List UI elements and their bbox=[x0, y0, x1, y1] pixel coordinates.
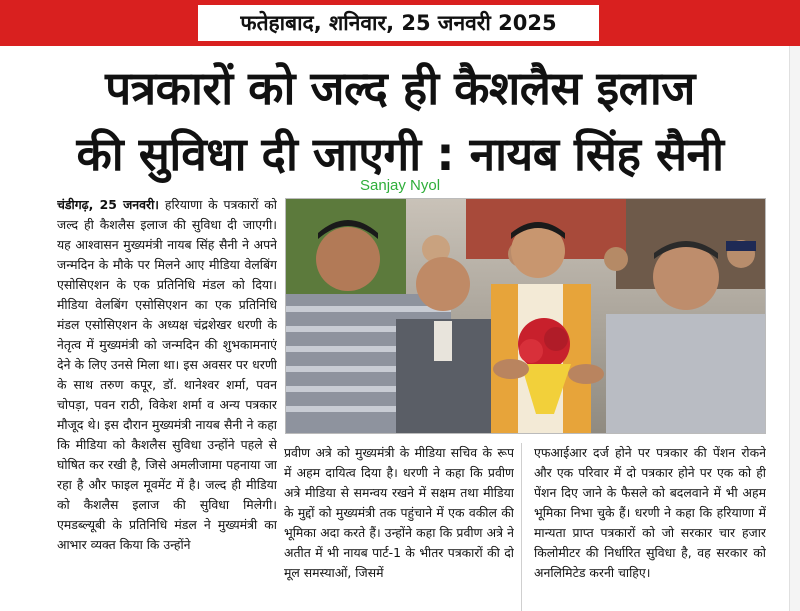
article-column-1 bbox=[57, 195, 277, 611]
page-edge bbox=[789, 46, 800, 611]
article-dateline: चंडीगढ़, 25 जनवरी। bbox=[57, 197, 160, 212]
headline-line-2: की सुविधा दी जाएगी : नायब सिंह सैनी bbox=[76, 127, 724, 181]
news-photo-illustration bbox=[286, 199, 766, 434]
article-column-1-text: हरियाणा के पत्रकारों को जल्द ही कैशलैस इलाज की सुविधा दी जाएगी। यह आश्वासन मुख्यमंत्री नायब सिंह सैनी ने अपने जन्मदिन के मौके पर मिलने आए मीडिया वेलबिंग एसोसिएशन के एक प्रतिनिधि मंडल को दिया। मीडिया वेलबिंग एसोसिएशन का एक प्रतिनिधि मंडल एसोसिएशन के अध्यक्ष चंद्रशेखर धरणी के नेतृत्व में मुख्यमंत्री को जन्मदिन की शुभकामनाएं देने के लिए उनसे मिला था। इस अवसर पर धरणी के साथ तरुण कपूर, डॉ. थानेश्वर शर्मा, पवन चोपड़ा, पवन राठी, विकेश शर्मा व अन्य पत्रकार मौजूद थे। इस दौरान मुख्यमंत्री नायब सैनी ने कहा कि मीडिया को कैशलैस सुविधा उन्होंने पहले से घोषित कर रखी है, जिसे अमलीजामा पहनाया जा रहा है और फाइल मूवमेंट में है। जल्द ही मीडिया को कैशलैस इलाज की सुविधा मिलेगी। एमडब्ल्यूबी के प्रतिनिधि मंडल ने मुख्यमंत्री का आभार व्यक्त किया कि उन्होंने bbox=[57, 197, 277, 552]
news-photo bbox=[285, 198, 766, 434]
article-column-2: प्रवीण अत्रे को मुख्यमंत्री के मीडिया सचिव के रूप में अहम दायित्व दिया है। धरणी ने कहा कि प्रवीण अत्रे मीडिया से समन्वय रखने में सक्षम तथा मीडिया के मुद्दों को मुख्यमंत्री तक पहुंचाने में एक वकील की भूमिका अदा करते हैं। उन्होंने कहा कि प्रवीण अत्रे ने अतीत में भी नायब पार्ट-1 के भीतर पत्रकारों की दो मूल समस्याओं, जिसमें bbox=[284, 445, 514, 580]
column-divider-1 bbox=[521, 443, 522, 611]
dateline-box: फतेहाबाद, शनिवार, 25 जनवरी 2025 bbox=[196, 3, 601, 43]
article-column-3: एफआईआर दर्ज होने पर पत्रकार की पेंशन रोकने और एक परिवार में दो पत्रकार होने पर एक को ही पेंशन दिए जाने के फैसले को बदलवाने में भी अहम भूमिका निभा चुके हैं। धरणी ने कहा कि हरियाणा में मान्यता प्राप्त पत्रकारों को जो सरकार चार हजार किलोमीटर की निर्धारित सुविधा है, वह सरकार को अनलिमिटेड करनी चाहिए। bbox=[534, 445, 766, 580]
watermark: Sanjay Nyol bbox=[360, 177, 441, 194]
headline-line-1: पत्रकारों को जल्द ही कैशलैस इलाज bbox=[105, 61, 695, 115]
